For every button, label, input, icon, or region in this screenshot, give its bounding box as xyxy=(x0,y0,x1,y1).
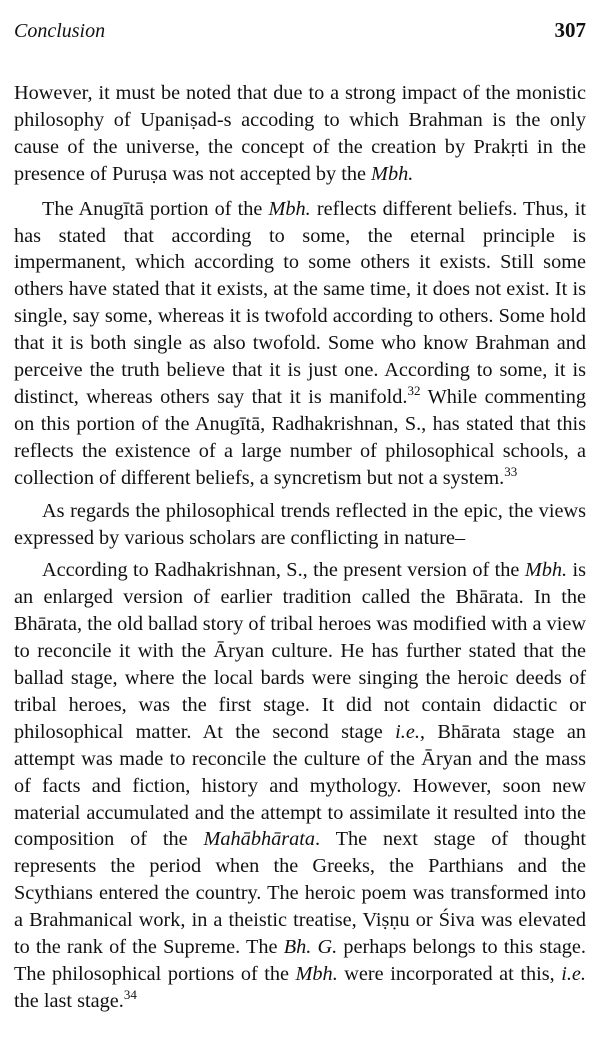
paragraph-4 xyxy=(14,557,586,1014)
footnote-ref-33: 33 xyxy=(504,463,518,479)
ie-abbreviation: i.e. xyxy=(561,963,586,985)
paragraph-4-text-a: According to Radhakrishnan, S., the present version of the xyxy=(42,559,525,582)
footnote-ref-34: 34 xyxy=(123,987,137,1003)
mbh-abbreviation: Mbh. xyxy=(371,162,414,185)
paragraph-3-text: As regards the philosophical trends reflected in the epic, the views expressed by various scholars are conflicting in nature– xyxy=(14,499,586,549)
mbh-abbreviation: Mbh. xyxy=(268,197,311,220)
paragraph-3 xyxy=(14,498,586,552)
paragraph-1 xyxy=(14,80,586,188)
paragraph-4-text-c: Bhārata stage an attempt was made to reconcile the culture of the Āryan and the mass of facts and fiction, history and mythology. However, soon new material accumulated and the attempt to assimilate it resulted into the composition of the xyxy=(14,720,586,851)
footnote-ref-32: 32 xyxy=(407,383,421,399)
paragraph-2-text-a: The Anugītā portion of the xyxy=(42,197,269,220)
paragraph-4-text-g: the last stage. xyxy=(14,989,124,1012)
paragraph-4-text-f: were incorporated at this, xyxy=(337,963,562,985)
paragraph-1-text: However, it must be noted that due to a strong impact of the monistic philosophy of Upaniṣad-s accoding to which Brahman is the only cause of the universe, the concept of the creation by Prakṛti in the presence of Puruṣa was not accepted by the xyxy=(14,82,586,185)
page-body xyxy=(14,80,586,1015)
mbh-abbreviation: Mbh. xyxy=(524,559,568,582)
paragraph-4-text-e: perhaps belongs to this stage. The philosophical portions of the xyxy=(14,936,586,985)
mbh-abbreviation: Mbh. xyxy=(295,963,338,985)
page-header xyxy=(14,14,586,48)
mahabharata-title: Mahābhārata xyxy=(203,828,316,851)
paragraph-4-text-b: is an enlarged version of earlier tradition called the Bhārata. In the Bhārata, the old ballad story of tribal heroes was modified with a view to reconcile it with the Āryan culture. He has further stated that the ballad stage, where the local bards were singing the heroic deeds of tribal heroes, was the first stage. It did not contain didactic or philosophical matter. At the second stage xyxy=(14,559,586,743)
ie-abbreviation: i.e., xyxy=(395,720,426,743)
paragraph-4-text-d: . The next stage of thought represents the period when the Greeks, the Parthians and the Scythians entered the country. The heroic poem was transformed into a Brahmanical work, in a theistic treatise, Viṣṇu or Śiva was elevated to the rank of the Supreme. The xyxy=(14,828,586,959)
bhg-abbreviation: Bh. G. xyxy=(283,936,338,959)
running-head: Conclusion xyxy=(14,20,106,42)
paragraph-2-text-b: reflects different beliefs. Thus, it has stated that according to some, the eternal principle is impermanent, which according to some others it exists. Still some others have stated that it exists, at the same time, it does not exist. It is single, say some, whereas it is twofold according to others. Some hold that it is both single as also twofold. Some who know Brahman and perceive the truth believe that it is just one. According to some, it is distinct, whereas others say that it is manifold. xyxy=(14,197,586,408)
paragraph-2-text-c: While commenting on this portion of the Anugītā, Radhakrishnan, S., has stated that this reflects the existence of a large number of philosophical schools, a collection of different beliefs, a syncretism but not a system. xyxy=(14,385,586,489)
page-number: 307 xyxy=(554,18,586,42)
paragraph-2 xyxy=(14,196,586,492)
